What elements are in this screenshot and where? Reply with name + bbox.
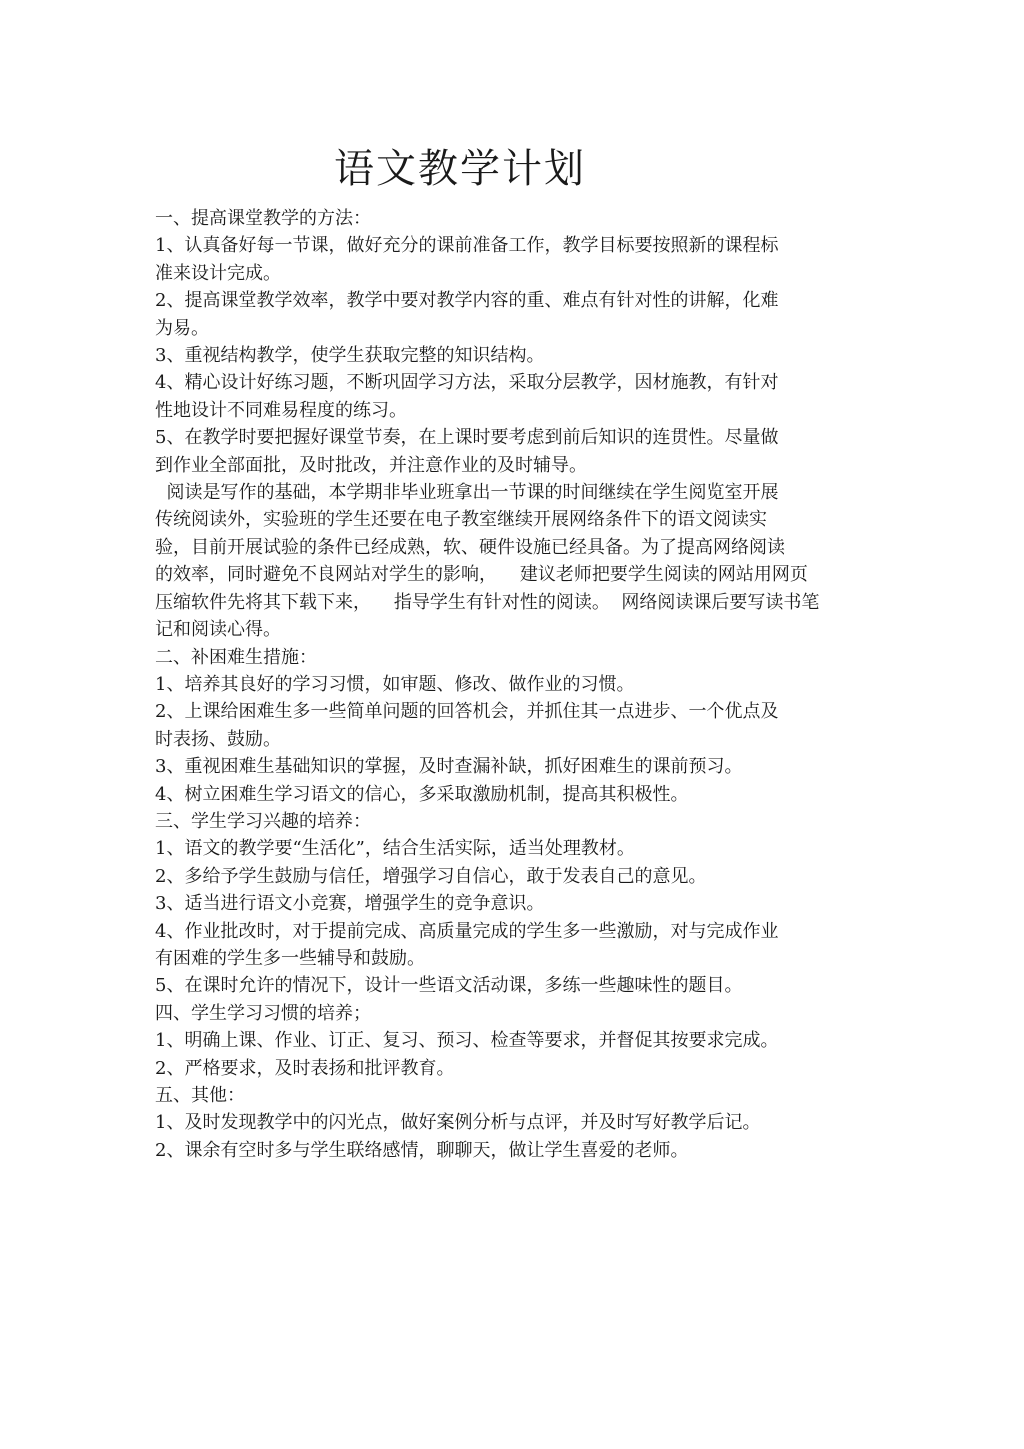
paragraph-line: 4、精心设计好练习题，不断巩固学习方法，采取分层教学，因材施教，有针对 <box>155 372 779 394</box>
paragraph-line: 5、在教学时要把握好课堂节奏，在上课时要考虑到前后知识的连贯性。尽量做 <box>155 427 779 449</box>
section-heading: 五、其他： <box>155 1085 245 1106</box>
paragraph-line: 验，目前开展试验的条件已经成熟，软、硬件设施已经具备。为了提高网络阅读 <box>155 536 785 558</box>
paragraph-line: 1、认真备好每一节课，做好充分的课前准备工作，教学目标要按照新的课程标 <box>155 235 779 257</box>
document-body <box>155 205 870 1164</box>
paragraph-line: 性地设计不同难易程度的练习。 <box>155 399 407 421</box>
section-heading: 一、提高课堂教学的方法： <box>155 208 371 229</box>
paragraph-line: 阅读是写作的基础，本学期非毕业班拿出一节课的时间继续在学生阅览室开展 <box>155 482 779 504</box>
paragraph-line: 记和阅读心得。 <box>155 619 281 641</box>
paragraph-line: 为易。 <box>155 317 209 339</box>
paragraph-line: 3、重视结构教学，使学生获取完整的知识结构。 <box>155 345 545 367</box>
paragraph-line: 3、重视困难生基础知识的掌握，及时查漏补缺，抓好困难生的课前预习。 <box>155 756 743 778</box>
paragraph-line: 5、在课时允许的情况下，设计一些语文活动课，多练一些趣味性的题目。 <box>155 975 743 997</box>
section-heading: 三、学生学习兴趣的培养： <box>155 810 371 832</box>
paragraph-line: 1、及时发现教学中的闪光点，做好案例分析与点评，并及时写好教学后记。 <box>155 1112 761 1134</box>
paragraph-line: 时表扬、鼓励。 <box>155 728 281 750</box>
paragraph-line: 准来设计完成。 <box>155 262 281 284</box>
paragraph-line: 1、语文的教学要“生活化”，结合生活实际，适当处理教材。 <box>155 838 635 860</box>
paragraph-line: 2、严格要求，及时表扬和批评教育。 <box>155 1057 455 1079</box>
paragraph-line: 的效率，同时避免不良网站对学生的影响， 建议老师把要学生阅读的网站用网页 <box>155 564 808 586</box>
paragraph-line: 2、课余有空时多与学生联络感情，聊聊天，做让学生喜爱的老师。 <box>155 1139 689 1161</box>
paragraph-line: 到作业全部面批，及时批改，并注意作业的及时辅导。 <box>155 454 587 476</box>
paragraph-line: 3、适当进行语文小竞赛，增强学生的竞争意识。 <box>155 893 545 915</box>
paragraph-line: 2、提高课堂教学效率，教学中要对教学内容的重、难点有针对性的讲解，化难 <box>155 290 779 312</box>
paragraph-line: 2、多给予学生鼓励与信任，增强学习自信心，敢于发表自己的意见。 <box>155 865 707 887</box>
paragraph-line: 压缩软件先将其下载下来， 指导学生有针对性的阅读。 网络阅读课后要写读书笔 <box>155 591 820 613</box>
section-heading: 二、补困难生措施： <box>155 646 317 668</box>
paragraph-line: 2、上课给困难生多一些简单问题的回答机会，并抓住其一点进步、一个优点及 <box>155 701 779 723</box>
paragraph-line: 传统阅读外，实验班的学生还要在电子教室继续开展网络条件下的语文阅读实 <box>155 509 767 531</box>
paragraph-line: 4、作业批改时，对于提前完成、高质量完成的学生多一些激励，对与完成作业 <box>155 920 779 942</box>
paragraph-line: 4、树立困难生学习语文的信心，多采取激励机制，提高其积极性。 <box>155 783 689 805</box>
paragraph-line: 1、培养其良好的学习习惯，如审题、修改、做作业的习惯。 <box>155 673 635 695</box>
section-heading: 四、学生学习习惯的培养； <box>155 1002 371 1024</box>
paragraph-line: 有困难的学生多一些辅导和鼓励。 <box>155 947 425 969</box>
document-title: 语文教学计划 <box>334 146 586 192</box>
paragraph-line: 1、明确上课、作业、订正、复习、预习、检查等要求，并督促其按要求完成。 <box>155 1030 779 1052</box>
